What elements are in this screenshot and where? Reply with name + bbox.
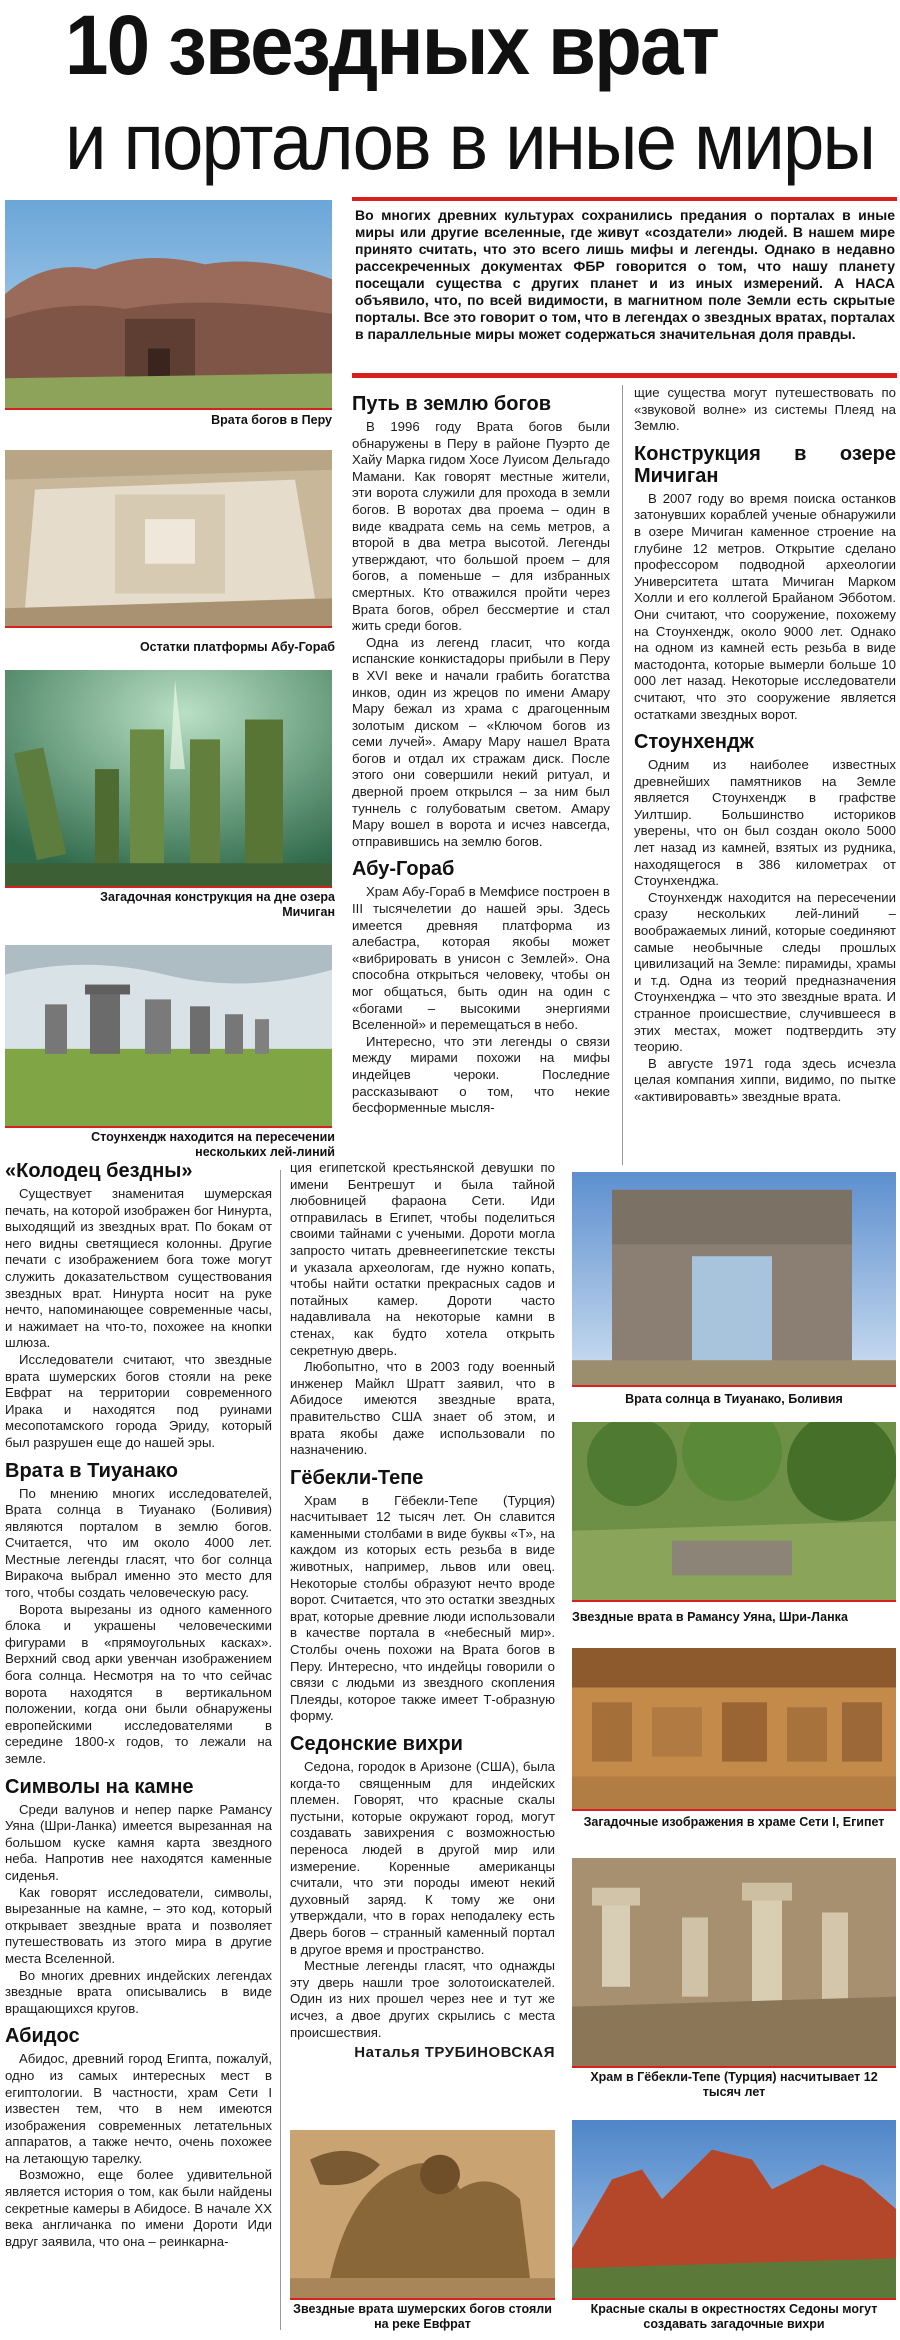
paragraph: Среди валунов и непер парке Рамансу Уяна (Шри-Ланка) имеется вырезанная на большом куске камня карта звездного неба. Напротив нее находятся каменные сиденья.	[5, 1801, 272, 1883]
photo-stonehenge	[5, 945, 332, 1128]
heading-michigan: Конструкция в озере Мичиган	[634, 442, 896, 487]
paragraph: Абидос, древний город Египта, пожалуй, одно из самых интересных мест в египтологии. В частности, храм Сети I известен тем, что в нем имеются изображения современных летательных аппаратов, а также нечто, очень похожее на летающую тарелку.	[5, 2051, 272, 2166]
paragraph: Исследователи считают, что звездные врата шумерских богов стояли на реке Евфрат на территории современного Ирака и находятся под руинами месопотамского города Эриду, который был разрушен еще до нашей эры.	[5, 1351, 272, 1450]
caption-seti: Загадочные изображения в храме Сети I, Египет	[583, 1815, 885, 1829]
paragraph: Существует знаменитая шумерская печать, на которой изображен бог Нинурта, выходящий из звездных врат. По бокам от него видны светящиеся колонны. Другие печати с изображением бога тоже могут служить доказательством существования звездных врат. Нинурта носит на руке нечто, напоминающее современные часы, и нажимает на что-то, похожее на кнопки шлюза.	[5, 1186, 272, 1351]
paragraph: Интересно, что эти легенды о связи между мирами похожи на мифы индейцев чероки. Последние рассказывают о том, что некие бесформенные мысля-	[352, 1033, 610, 1116]
caption-peru: Врата богов в Перу	[211, 413, 332, 427]
photo-seti-temple	[572, 1648, 896, 1811]
author-name: Наталья ТРУБИНОВСКАЯ	[354, 2044, 555, 2062]
photo-ramasu-uyana	[572, 1422, 896, 1602]
photo-euphrates-seal	[290, 2130, 555, 2300]
heading-well: «Колодец бездны»	[5, 1160, 193, 1182]
caption-abu-gorab: Остатки платформы Абу-Гораб	[139, 640, 335, 654]
paragraph: Как говорят исследователи, символы, вырезанные на камне, – это код, который открывает звездные врата и позволяет путешествовать из этого мира в другие места Вселенной.	[5, 1884, 272, 1966]
paragraph: щие существа могут путешествовать по «звуковой волне» из системы Плеяд на Землю.	[634, 385, 896, 434]
lead-top-rule	[352, 197, 897, 201]
paragraph: В августе 1971 года здесь исчезла целая компания хиппи, видимо, по пытке «активировавть» звездные врата.	[634, 1055, 896, 1104]
photo-sedona-rocks	[572, 2120, 896, 2300]
caption-michigan: Загадочная конструкция на дне озера Мичиган	[100, 890, 335, 919]
column-lower-1	[5, 1160, 272, 2250]
photo-gobekli-tepe	[572, 1858, 896, 2068]
title-line-2: и порталов в иные миры	[65, 97, 875, 186]
heading-peru: Путь в землю богов	[352, 393, 552, 415]
paragraph: Местные легенды гласят, что однажды эту дверь нашли трое золотоискателей. Один из них прошел через нее и тут же исчез, а двое других скрылись с места происшествия.	[290, 1958, 555, 2040]
caption-sedona: Красные скалы в окрестностях Седоны могут создавать загадочные вихри	[590, 2302, 878, 2331]
paragraph: В 1996 году Врата богов были обнаружены в Перу в районе Пуэрто де Хайу Марка гидом Хосе Луисом Дельгадо Мамани. Как говорят местные жители, эти ворота служили для прохода в земли богов. В воротах два проема – один в виде квадрата семь на семь метров, а второй в два метра высотой. Легенды утверждают, что большой проем – для богов, а поменьше – для избранных смертных. Кто отважился пройти через Врата богов, обрел бессмертие и стал жить среди богов.	[352, 419, 610, 634]
caption-tiwanaku: Врата солнца в Тиуанако, Боливия	[625, 1392, 843, 1406]
column-divider	[622, 385, 623, 1165]
paragraph: Возможно, еще более удивительной является история о том, как были найдены секретные камеры в Абидосе. В начале XX века англичанка по имени Дороти Иди вдруг заявила, что она – реинкарна-	[5, 2167, 272, 2249]
caption-stonehenge: Стоунхендж находится на пересечении нескольких лей-линий	[91, 1130, 335, 1159]
heading-sedona: Седонские вихри	[290, 1733, 463, 1755]
paragraph: Ворота вырезаны из одного каменного блока и украшены человеческими фигурами в «прямоугольных касках». Верхний свод арки увенчан изображением бога солнца. Несмотря на то что сейчас ворота находятся в вертикальном положении, когда они были обнаружены европейскими исследователями в середине 1800-х годов, то лежали на земле.	[5, 1601, 272, 1766]
photo-michigan	[5, 670, 332, 888]
lead-bottom-rule	[352, 373, 897, 378]
caption-ramasu: Звездные врата в Рамансу Уяна, Шри-Ланка	[572, 1610, 848, 1624]
photo-peru-gate	[5, 200, 332, 410]
paragraph: Храм в Гёбекли-Тепе (Турция) насчитывает 12 тысяч лет. Он славится каменными столбами в виде буквы «Т», на каждом из которых есть резьба в виде животных, например, львов или овец. Некоторые столбы образуют нечто вроде ворот. Считается, что это остатки звездных врат, которые древние люди использовали в качестве портала в «небесный мир». Столбы очень похожи на Врата богов в Перу. Интересно, что индейцы говорили о связи с людьми из звездного скопления Плеяды, которое также имеет Т-образную форму.	[290, 1492, 555, 1724]
column-lower-2	[290, 1160, 555, 2062]
paragraph: Одним из наиболее известных древнейших памятников на Земле является Стоунхендж в графстве Уилтшир. Большинство историков уверены, что он был создан около 5000 лет назад из камней, взятых из рудника, находящегося в 386 километрах от Стоунхенджа.	[634, 757, 896, 889]
title-line-1: 10 звездных врат	[65, 0, 719, 92]
column-divider	[280, 1170, 281, 2330]
caption-gobekli: Храм в Гёбекли-Тепе (Турция) насчитывает 12 тысяч лет	[590, 2070, 878, 2099]
lead-paragraph: Во многих древних культурах сохранились предания о порталах в иные миры или другие вселенные, где живут «создатели» людей. В нашем мире принято считать, что это всего лишь мифы и легенды. Однако в недавно рассекреченных документах ФБР говорится о том, что нашу планету посещали существа с других планет и из иных измерений. А НАСА объявило, что, по всей видимости, в магнитном поле Земли есть скрытые порталы. Все это говорит о том, что в легендах о звездных вратах, порталах в параллельные миры может содержаться значительная доля правды.	[355, 207, 895, 342]
heading-gobekli: Гёбекли-Тепе	[290, 1466, 424, 1489]
column-3-upper	[634, 385, 896, 1106]
caption-euphrates: Звездные врата шумерских богов стояли на реке Евфрат	[293, 2302, 552, 2331]
heading-symbols: Символы на камне	[5, 1775, 194, 1798]
paragraph: ция египетской крестьянской девушки по имени Бентрешут и была тайной любовницей фараона Сети. Иди отправилась в Египет, чтобы поделиться своими тайнами с учеными. Дороти могла запросто читать древнеегипетские тексты и указала археологам, где нужно копать, чтобы найти остатки прекрасных садов и потайных камер. Дороти часто надавливала на некоторые камни в стенах, как будто хотела открыть секретную дверь.	[290, 1160, 555, 1358]
column-2-upper	[352, 385, 610, 1117]
paragraph: Седона, городок в Аризоне (США), была когда-то священным для индейских племен. Говорят, что красные скалы пустыни, которые окружают город, могут создавать завихрения с возможностью переноса людей в другой мир или измерение. Коренные американцы считали, что эти породы имеют некий духовный заряд. К тому же они утверждали, что в горах неподалеку есть Дверь богов – странный каменный портал в другое время и пространство.	[290, 1759, 555, 1957]
heading-stonehenge: Стоунхендж	[634, 731, 754, 754]
heading-abydos: Абидос	[5, 2025, 80, 2048]
photo-abu-gorab	[5, 450, 332, 628]
paragraph: По мнению многих исследователей, Врата солнца в Тиуанако (Боливия) являются порталом в землю богов. Считается, что им около 4000 лет. Местные легенды гласят, что бог солнца Виракоча выбрал именно это место для того, чтобы создать человеческую расу.	[5, 1485, 272, 1601]
paragraph: Во многих древних индейских легендах звездные врата описывались в виде вращающихся кругов.	[5, 1967, 272, 2016]
paragraph: Одна из легенд гласит, что когда испанские конкистадоры прибыли в Перу в XVI веке и начали грабить богатства инков, один из жрецов по имени Амару Мару бежал из храма с драгоценным золотым диском – «Ключом богов из семи лучей». Амару Мару нашел Врата богов и отдал их стражам диск. После этого они совершили некий ритуал, и дверной проем открылся – за ним был туннель с голубоватым светом. Амару Мару вошел в ворота и исчез навсегда, отправившись на землю богов.	[352, 634, 610, 849]
heading-tiwanaku: Врата в Тиуанако	[5, 1459, 179, 1482]
photo-tiwanaku-gate	[572, 1172, 896, 1387]
paragraph: В 2007 году во время поиска останков затонувших кораблей ученые обнаружили в озере Мичиган каменное строение на глубине 12 метров. Открытие сделано профессором подводной археологии Университета штата Мичиган Марком Холли и его коллегой Брайаном Эбботом. Они считают, что сооружение, похожему на Стоунхендж, около 9000 лет. Однако на одном из камней есть резьба в виде мастодонта, которые вымерли больше 10 000 лет назад. Некоторые исследователи считают, что это сооружение является остатками звездных ворот.	[634, 490, 896, 722]
paragraph: Любопытно, что в 2003 году военный инженер Майкл Шратт заявил, что в Абидосе имеются звездные врата, правительство США знает об этом, и врата якобы даже использовали по назначению.	[290, 1359, 555, 1458]
paragraph: Стоунхендж находится на пересечении сразу нескольких лей-линий – воображаемых линий, которые соединяют самые необычные следы прошлых цивилизаций на Земле: пирамиды, храмы и т.д. Одна из теорий предназначения Стоунхенджа – что это звездные врата. И странное происшествие, случившееся в этих местах, может подтвердить эту теорию.	[634, 889, 896, 1055]
heading-abu-gorab: Абу-Гораб	[352, 858, 455, 881]
paragraph: Храм Абу-Гораб в Мемфисе построен в III тысячелетии до нашей эры. Здесь имеется древняя платформа из алебастра, которая якобы может «вибрировать в унисон с Землей». Она способна открыться человеку, чтобы он мог общаться, быть один на один с «богами – высокими энергиями Вселенной» и перемещаться в небо.	[352, 884, 610, 1033]
